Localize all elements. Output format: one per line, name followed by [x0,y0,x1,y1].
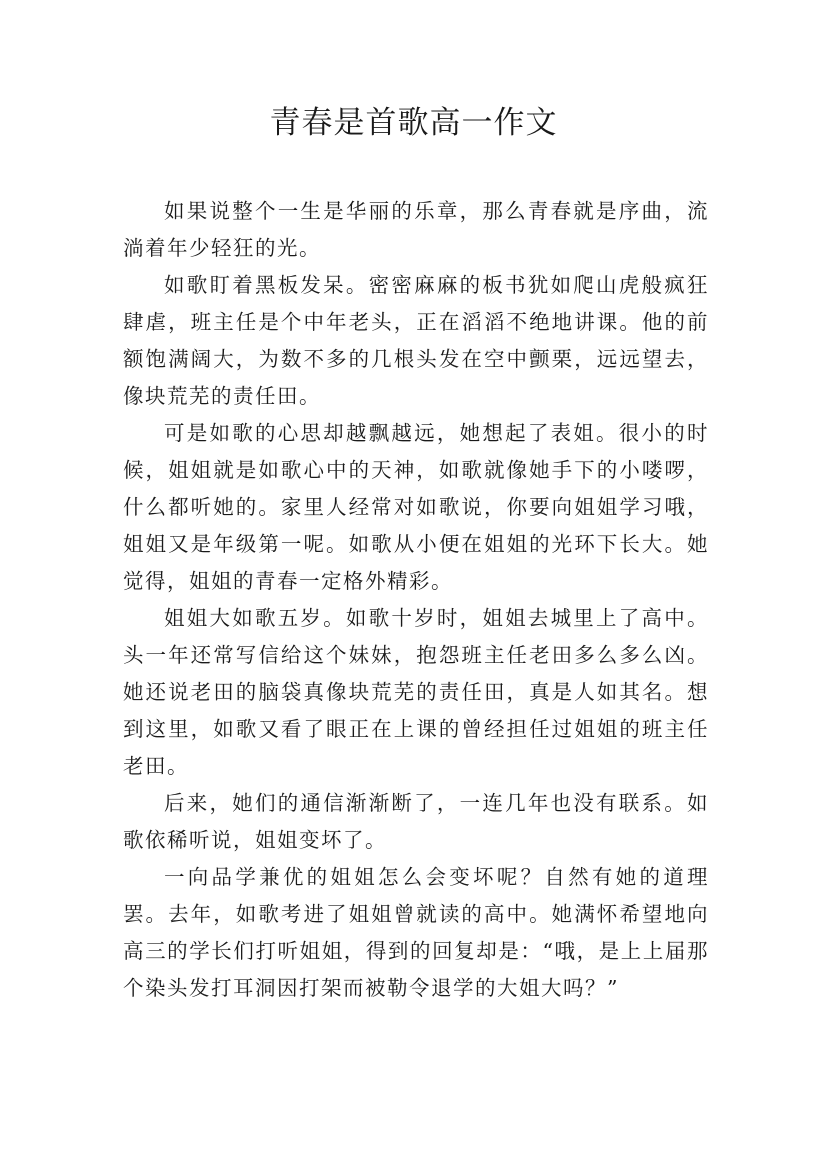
document-body [123,193,709,1007]
paragraph-3: 可是如歌的心思却越飘越远，她想起了表姐。很小的时候，姐姐就是如歌心中的天神，如歌就像她手下的小喽啰，什么都听她的。家里人经常对如歌说，你要向姐姐学习哦，姐姐又是年级第一呢。如歌从小便在姐姐的光环下长大。她觉得，姐姐的青春一定格外精彩。 [123,421,709,593]
paragraph-4: 姐姐大如歌五岁。如歌十岁时，姐姐去城里上了高中。头一年还常写信给这个妹妹，抱怨班主任老田多么多么凶。她还说老田的脑袋真像块荒芜的责任田，真是人如其名。想到这里，如歌又看了眼正在上课的曾经担任过姐姐的班主任老田。 [123,606,709,778]
document-title: 青春是首歌高一作文 [269,105,558,141]
paragraph-2: 如歌盯着黑板发呆。密密麻麻的板书犹如爬山虎般疯狂肆虐，班主任是个中年老头，正在滔滔不绝地讲课。他的前额饱满阔大，为数不多的几根头发在空中颤栗，远远望去，像块荒芜的责任田。 [123,273,709,408]
paragraph-5: 后来，她们的通信渐渐断了，一连几年也没有联系。如歌依稀听说，姐姐变坏了。 [123,791,709,852]
paragraph-6: 一向品学兼优的姐姐怎么会变坏呢？自然有她的道理罢。去年，如歌考进了姐姐曾就读的高中。她满怀希望地向高三的学长们打听姐姐，得到的回复却是：“哦，是上上届那个染头发打耳洞因打架而被勒令退学的大姐大吗？” [123,865,709,1000]
paragraph-1: 如果说整个一生是华丽的乐章，那么青春就是序曲，流淌着年少轻狂的光。 [123,199,709,260]
